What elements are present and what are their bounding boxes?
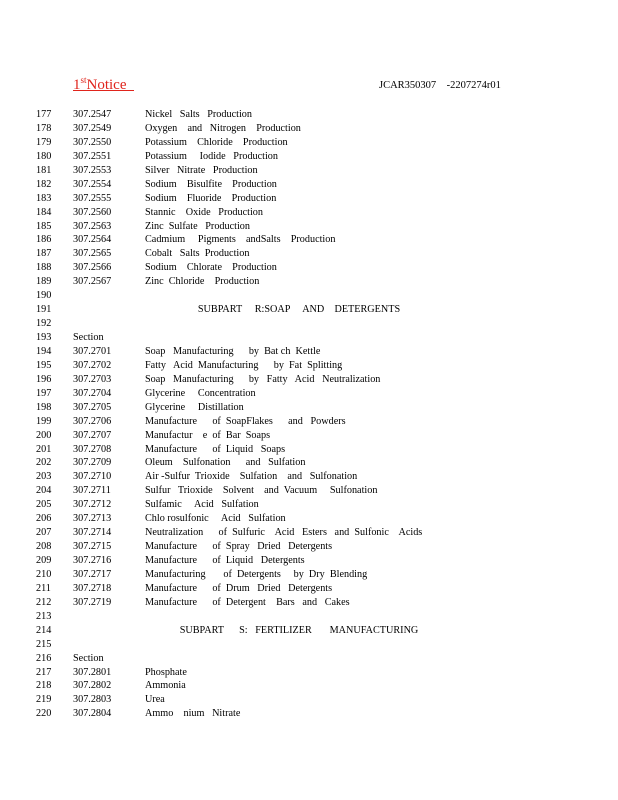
document-line <box>0 401 618 415</box>
line-number: 196 <box>36 373 52 385</box>
section-number: 307.2560 <box>73 206 112 218</box>
section-number: 307.2804 <box>73 708 112 720</box>
document-line <box>0 178 618 192</box>
section-title: Neutralization of Sulfuric Acid Esters and Sulfonic Acids <box>145 527 423 539</box>
section-title: Ammonia <box>145 680 186 692</box>
notice-heading <box>73 75 134 94</box>
section-number: Section <box>73 652 104 664</box>
section-number: 307.2715 <box>73 541 112 553</box>
line-number: 199 <box>36 415 52 427</box>
document-code: JCAR350307 -2207274r01 <box>379 80 501 91</box>
line-number: 186 <box>36 234 52 246</box>
line-number: 211 <box>36 582 51 594</box>
document-line <box>0 192 618 206</box>
document-line <box>0 679 618 693</box>
line-number: 197 <box>36 387 52 399</box>
line-number: 220 <box>36 708 52 720</box>
document-line <box>0 470 618 484</box>
line-number: 206 <box>36 513 52 525</box>
line-number: 178 <box>36 122 52 134</box>
document-line <box>0 206 618 220</box>
document-line <box>0 150 618 164</box>
section-number: 307.2714 <box>73 527 112 539</box>
section-number: 307.2553 <box>73 164 112 176</box>
section-number: 307.2564 <box>73 234 112 246</box>
document-line <box>0 303 618 317</box>
subpart-heading <box>0 624 618 638</box>
line-number: 188 <box>36 262 52 274</box>
line-number: 182 <box>36 178 52 190</box>
document-line <box>0 693 618 707</box>
line-number: 209 <box>36 555 52 566</box>
section-title: Manufacture of Spray Dried Detergents <box>145 541 333 553</box>
line-number: 183 <box>36 192 52 204</box>
section-title: Glycerine Distillation <box>145 401 244 413</box>
document-line <box>0 220 618 234</box>
line-number: 194 <box>36 345 52 357</box>
line-number: 185 <box>36 220 52 232</box>
section-number: 307.2703 <box>73 373 112 385</box>
section-number: 307.2710 <box>73 471 112 483</box>
section-title: Sodium Fluoride Production <box>145 192 277 204</box>
line-number: 187 <box>36 248 52 260</box>
document-line <box>0 484 618 498</box>
line-number: 190 <box>36 290 52 302</box>
line-number: 192 <box>36 318 52 330</box>
section-number: 307.2801 <box>73 666 112 678</box>
section-number: 307.2708 <box>73 443 112 455</box>
section-number: 307.2716 <box>73 555 112 566</box>
section-number: 307.2555 <box>73 192 112 204</box>
section-title: Zinc Chloride Production <box>145 276 260 288</box>
section-number: 307.2704 <box>73 387 112 399</box>
document-line <box>0 624 618 638</box>
section-number: 307.2547 <box>73 109 112 120</box>
line-number: 212 <box>36 596 52 608</box>
line-list <box>0 108 618 721</box>
document-line <box>0 652 618 666</box>
notice-number: 1 <box>73 77 81 93</box>
document-line <box>0 443 618 457</box>
line-number: 214 <box>36 624 52 636</box>
line-number: 210 <box>36 568 52 580</box>
document-line <box>0 456 618 470</box>
line-number: 208 <box>36 541 52 553</box>
document-line <box>0 610 618 624</box>
section-title: Fatty Acid Manufacturing by Fat Splitting <box>145 359 343 371</box>
line-number: 201 <box>36 443 52 455</box>
line-number: 191 <box>36 304 52 316</box>
section-number: 307.2713 <box>73 513 112 525</box>
section-title: Manufacture of Liquid Detergents <box>145 555 305 566</box>
document-line <box>0 582 618 596</box>
section-number: 307.2802 <box>73 680 112 692</box>
section-title: Zinc Sulfate Production <box>145 220 250 232</box>
subpart-heading-text: SUBPART S: FERTILIZER MANUFACTURING <box>179 624 419 636</box>
document-line <box>0 317 618 331</box>
document-line <box>0 261 618 275</box>
document-line <box>0 247 618 261</box>
section-title: Sulfur Trioxide Solvent and Vacuum Sulfonation <box>145 485 378 497</box>
section-title: Cobalt Salts Production <box>145 248 250 260</box>
section-title: Stannic Oxide Production <box>145 206 263 218</box>
line-number: 203 <box>36 471 52 483</box>
section-title: Soap Manufacturing by Fatty Acid Neutralization <box>145 373 381 385</box>
section-title: Ammo nium Nitrate <box>145 708 241 720</box>
line-number: 213 <box>36 610 52 622</box>
document-line <box>0 526 618 540</box>
section-title: Soap Manufacturing by Bat ch Kettle <box>145 345 321 357</box>
document-line <box>0 108 618 122</box>
document-line <box>0 512 618 526</box>
section-title: Silver Nitrate Production <box>145 164 258 176</box>
line-number: 202 <box>36 457 52 469</box>
section-number: 307.2567 <box>73 276 112 288</box>
document-line <box>0 429 618 443</box>
section-title: Potassium Chloride Production <box>145 136 288 148</box>
line-number: 195 <box>36 359 52 371</box>
line-number: 216 <box>36 652 52 664</box>
line-number: 207 <box>36 527 52 539</box>
section-number: 307.2563 <box>73 220 112 232</box>
document-line <box>0 638 618 652</box>
document-line <box>0 498 618 512</box>
document-line <box>0 415 618 429</box>
section-title: Chlo rosulfonic Acid Sulfation <box>145 513 286 525</box>
line-number: 180 <box>36 150 52 162</box>
line-number: 215 <box>36 638 52 650</box>
section-title: Manufacture of Detergent Bars and Cakes <box>145 596 350 608</box>
line-number: 177 <box>36 109 52 120</box>
document-line <box>0 345 618 359</box>
subpart-heading-text: SUBPART R:SOAP AND DETERGENTS <box>197 304 401 316</box>
section-title: Urea <box>145 694 165 706</box>
section-number: 307.2549 <box>73 122 112 134</box>
document-line <box>0 596 618 610</box>
line-number: 200 <box>36 429 52 441</box>
section-number: Section <box>73 332 104 343</box>
line-number: 217 <box>36 666 52 678</box>
section-number: 307.2705 <box>73 401 112 413</box>
section-title: Potassium Iodide Production <box>145 150 278 162</box>
line-number: 193 <box>36 332 52 343</box>
document-line <box>0 164 618 178</box>
section-number: 307.2803 <box>73 694 112 706</box>
document-line <box>0 707 618 721</box>
line-number: 205 <box>36 499 52 511</box>
section-number: 307.2566 <box>73 262 112 274</box>
section-number: 307.2554 <box>73 178 112 190</box>
section-title: Sulfamic Acid Sulfation <box>145 499 259 511</box>
document-line <box>0 122 618 136</box>
section-number: 307.2551 <box>73 150 112 162</box>
line-number: 189 <box>36 276 52 288</box>
section-number: 307.2718 <box>73 582 112 594</box>
notice-label: Notice <box>86 77 127 93</box>
document-line <box>0 666 618 680</box>
section-title: Manufacture of SoapFlakes and Powders <box>145 415 346 427</box>
document-line <box>0 233 618 247</box>
section-title: Manufacture of Liquid Soaps <box>145 443 286 455</box>
document-line <box>0 568 618 582</box>
notice-ordinal-suffix: st <box>80 75 87 85</box>
section-title: Oleum Sulfonation and Sulfation <box>145 457 306 469</box>
document-line <box>0 275 618 289</box>
document-line <box>0 359 618 373</box>
section-title: Sodium Chlorate Production <box>145 262 277 274</box>
section-title: Glycerine Concentration <box>145 387 256 399</box>
section-title: Oxygen and Nitrogen Production <box>145 122 301 134</box>
section-number: 307.2702 <box>73 359 112 371</box>
section-number: 307.2717 <box>73 568 112 580</box>
section-number: 307.2565 <box>73 248 112 260</box>
document-line <box>0 136 618 150</box>
section-number: 307.2712 <box>73 499 112 511</box>
line-number: 219 <box>36 694 52 706</box>
document-line <box>0 373 618 387</box>
document-line <box>0 540 618 554</box>
section-number: 307.2719 <box>73 596 112 608</box>
line-number: 179 <box>36 136 52 148</box>
document-line <box>0 331 618 345</box>
section-title: Nickel Salts Production <box>145 109 252 120</box>
line-number: 181 <box>36 164 52 176</box>
section-number: 307.2550 <box>73 136 112 148</box>
section-title: Sodium Bisulfite Production <box>145 178 277 190</box>
document-line <box>0 289 618 303</box>
subpart-heading <box>0 303 618 317</box>
section-number: 307.2701 <box>73 345 112 357</box>
section-title: Manufacture of Drum Dried Detergents <box>145 582 333 594</box>
line-number: 198 <box>36 401 52 413</box>
line-number: 218 <box>36 680 52 692</box>
line-number: 204 <box>36 485 52 497</box>
section-title: Manufacturing of Detergents by Dry Blending <box>145 568 368 580</box>
section-title: Air -Sulfur Trioxide Sulfation and Sulfonation <box>145 471 358 483</box>
section-number: 307.2707 <box>73 429 112 441</box>
section-number: 307.2706 <box>73 415 112 427</box>
section-number: 307.2709 <box>73 457 112 469</box>
line-number: 184 <box>36 206 52 218</box>
section-title: Phosphate <box>145 666 187 678</box>
document-line <box>0 387 618 401</box>
section-number: 307.2711 <box>73 485 111 497</box>
section-title: Cadmium Pigments andSalts Production <box>145 234 336 246</box>
section-title: Manufactur e of Bar Soaps <box>145 429 271 441</box>
document-line <box>0 554 618 568</box>
